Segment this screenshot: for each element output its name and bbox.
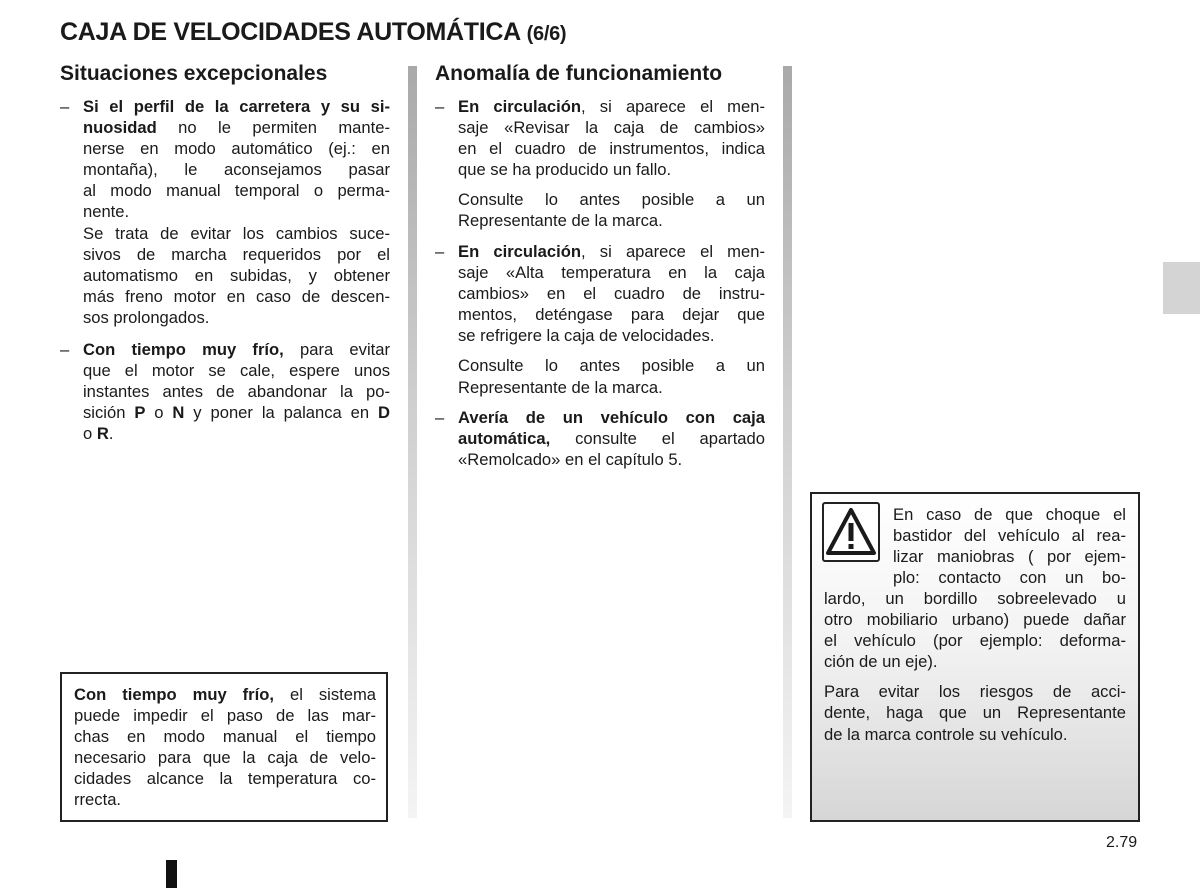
- section-heading-exceptional: Situaciones excepcionales: [60, 62, 328, 85]
- list-item: – Si el perfil de la carretera y su si- nuosidad no le permiten mante- nerse en modo automático (ej.: en montaña), le aconsejamos pasar al modo manual temporal o perma- nente. Se trata de evitar los cambios suce- sivos de marcha requeridos por el automatismo en subidas, y obtener más freno motor en caso de descen- sos prolongados.: [60, 97, 390, 327]
- column-divider: [783, 66, 792, 818]
- print-mark: [166, 860, 177, 888]
- page-number: 2.79: [1106, 834, 1138, 851]
- list-item: – Avería de un vehículo con caja automática, consulte el apartado «Remolcado» en el capítulo 5.: [435, 408, 765, 470]
- cold-weather-note-text: Con tiempo muy frío, el sistema puede impedir el paso de las mar- chas en modo manual el tiempo necesario para que la caja de velo- cidades alcance la temperatura co- rrecta.: [74, 685, 377, 810]
- chapter-tab: [1163, 262, 1200, 314]
- list-item: – Con tiempo muy frío, para evitar que el motor se cale, espere unos instantes antes de abandonar la po- sición P o N y poner la palanca en D o R.: [60, 340, 390, 444]
- column-divider: [408, 66, 417, 818]
- warning-triangle-icon: [822, 502, 880, 562]
- section-heading-malfunction: Anomalía de funcionamiento: [435, 62, 723, 85]
- warning-text-top: En caso de que choque el bastidor del vehículo al rea- lizar maniobras ( por ejem- plo: contacto con un bo-: [893, 505, 1126, 588]
- warning-text: lardo, un bordillo sobreelevado u otro mobiliario urbano) puede dañar el vehículo (por ejemplo: deforma- ción de un eje). Para evitar los riesgos de acci- dente, haga que un Representante de la marca controle su vehículo.: [824, 589, 1126, 744]
- page-title: CAJA DE VELOCIDADES AUTOMÁTICA (6/6): [60, 18, 567, 46]
- list-item: – En circulación, si aparece el men- saje «Revisar la caja de cambios» en el cuadro de instrumentos, indica que se ha producido un fallo. Consulte lo antes posible a un Representante de la marca.: [435, 97, 765, 231]
- list-item: – En circulación, si aparece el men- saje «Alta temperatura en la caja cambios» en el cuadro de instru- mentos, deténgase para dejar que se refrigere la caja de velocidades. Consulte lo antes posible a un Representante de la marca.: [435, 242, 765, 397]
